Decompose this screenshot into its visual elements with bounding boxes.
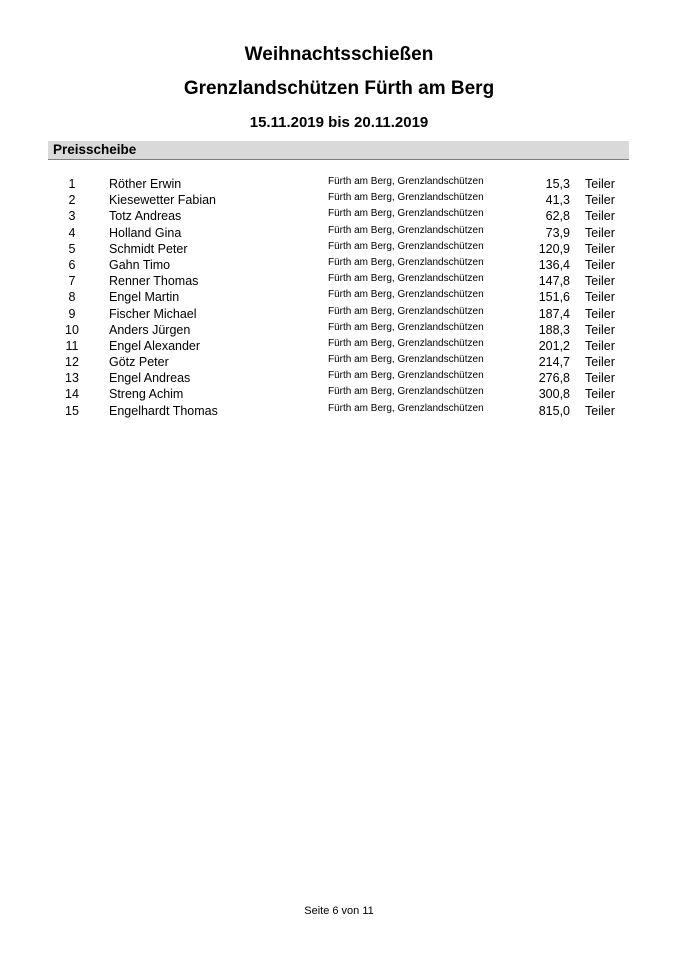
club-name: Fürth am Berg, Grenzlandschützen bbox=[328, 354, 484, 366]
shooter-name: Streng Achim bbox=[109, 387, 184, 402]
score-unit: Teiler bbox=[585, 209, 615, 224]
result-rank: 9 bbox=[68, 306, 76, 321]
club-name: Fürth am Berg, Grenzlandschützen bbox=[328, 402, 484, 414]
teiler-score: 188,3 bbox=[538, 322, 570, 337]
club-name: Fürth am Berg, Grenzlandschützen bbox=[328, 256, 484, 268]
shooter-name: Anders Jürgen bbox=[109, 322, 191, 337]
teiler-score: 815,0 bbox=[538, 403, 570, 418]
shooter-name: Schmidt Peter bbox=[109, 241, 188, 256]
teiler-score: 15,3 bbox=[545, 177, 570, 191]
club-name: Fürth am Berg, Grenzlandschützen bbox=[328, 305, 484, 317]
score-unit: Teiler bbox=[585, 274, 615, 289]
shooter-name: Engel Andreas bbox=[109, 371, 191, 386]
teiler-score: 120,9 bbox=[538, 241, 570, 256]
shooter-name: Engel Alexander bbox=[109, 338, 201, 353]
teiler-score: 147,8 bbox=[538, 274, 570, 289]
result-rank: 14 bbox=[65, 387, 79, 402]
teiler-score: 151,6 bbox=[538, 290, 570, 305]
teiler-score: 73,9 bbox=[545, 225, 570, 240]
club-name: Fürth am Berg, Grenzlandschützen bbox=[328, 240, 484, 252]
section-title: Preisscheibe bbox=[53, 142, 137, 157]
club-name: Fürth am Berg, Grenzlandschützen bbox=[328, 192, 484, 204]
score-unit: Teiler bbox=[585, 290, 615, 305]
shooter-name: Röther Erwin bbox=[109, 177, 182, 191]
page-number: Seite 6 von 11 bbox=[304, 905, 374, 917]
club-name: Fürth am Berg, Grenzlandschützen bbox=[328, 208, 484, 220]
shooter-name: Fischer Michael bbox=[109, 306, 197, 321]
score-unit: Teiler bbox=[585, 322, 615, 337]
result-rank: 7 bbox=[68, 274, 76, 289]
club-name: Fürth am Berg, Grenzlandschützen bbox=[328, 337, 484, 349]
teiler-score: 201,2 bbox=[538, 338, 570, 353]
club-name: Fürth am Berg, Grenzlandschützen bbox=[328, 321, 484, 333]
teiler-score: 187,4 bbox=[538, 306, 570, 321]
score-unit: Teiler bbox=[585, 193, 615, 208]
result-rank: 5 bbox=[68, 241, 76, 256]
date-range: 15.11.2019 bis 20.11.2019 bbox=[249, 114, 429, 131]
document-title: Weihnachtsschießen bbox=[244, 44, 434, 65]
club-name: Fürth am Berg, Grenzlandschützen bbox=[328, 386, 484, 398]
document-subtitle: Grenzlandschützen Fürth am Berg bbox=[183, 78, 495, 99]
shooter-name: Engel Martin bbox=[109, 290, 180, 305]
shooter-name: Gahn Timo bbox=[109, 257, 171, 272]
shooter-name: Götz Peter bbox=[109, 355, 169, 370]
shooter-name: Totz Andreas bbox=[109, 209, 182, 224]
result-rank: 15 bbox=[65, 403, 79, 418]
club-name: Fürth am Berg, Grenzlandschützen bbox=[328, 176, 484, 187]
shooter-name: Engelhardt Thomas bbox=[109, 403, 218, 418]
score-unit: Teiler bbox=[585, 177, 615, 191]
result-rank: 4 bbox=[68, 225, 76, 240]
section-header bbox=[48, 141, 629, 160]
score-unit: Teiler bbox=[585, 257, 615, 272]
result-rank: 2 bbox=[68, 193, 76, 208]
teiler-score: 62,8 bbox=[545, 209, 570, 224]
result-rank: 13 bbox=[65, 371, 79, 386]
teiler-score: 276,8 bbox=[538, 371, 570, 386]
result-rank: 3 bbox=[68, 209, 76, 224]
result-rank: 6 bbox=[68, 257, 76, 272]
score-unit: Teiler bbox=[585, 387, 615, 402]
shooter-name: Renner Thomas bbox=[109, 274, 199, 289]
result-rank: 10 bbox=[65, 322, 79, 337]
score-unit: Teiler bbox=[585, 338, 615, 353]
result-rank: 1 bbox=[68, 177, 76, 191]
teiler-score: 214,7 bbox=[538, 355, 570, 370]
results-list bbox=[0, 176, 678, 419]
score-unit: Teiler bbox=[585, 371, 615, 386]
teiler-score: 300,8 bbox=[538, 387, 570, 402]
result-rank: 12 bbox=[65, 355, 79, 370]
club-name: Fürth am Berg, Grenzlandschützen bbox=[328, 273, 484, 285]
club-name: Fürth am Berg, Grenzlandschützen bbox=[328, 289, 484, 301]
result-row bbox=[0, 403, 678, 419]
score-unit: Teiler bbox=[585, 306, 615, 321]
shooter-name: Kiesewetter Fabian bbox=[109, 193, 217, 208]
score-unit: Teiler bbox=[585, 403, 615, 418]
club-name: Fürth am Berg, Grenzlandschützen bbox=[328, 224, 484, 236]
score-unit: Teiler bbox=[585, 225, 615, 240]
teiler-score: 136,4 bbox=[538, 257, 570, 272]
teiler-score: 41,3 bbox=[545, 193, 570, 208]
shooter-name: Holland Gina bbox=[109, 225, 182, 240]
result-rank: 11 bbox=[65, 338, 79, 353]
document-header bbox=[0, 38, 678, 134]
result-rank: 8 bbox=[68, 290, 76, 305]
score-unit: Teiler bbox=[585, 355, 615, 370]
club-name: Fürth am Berg, Grenzlandschützen bbox=[328, 370, 484, 382]
score-unit: Teiler bbox=[585, 241, 615, 256]
